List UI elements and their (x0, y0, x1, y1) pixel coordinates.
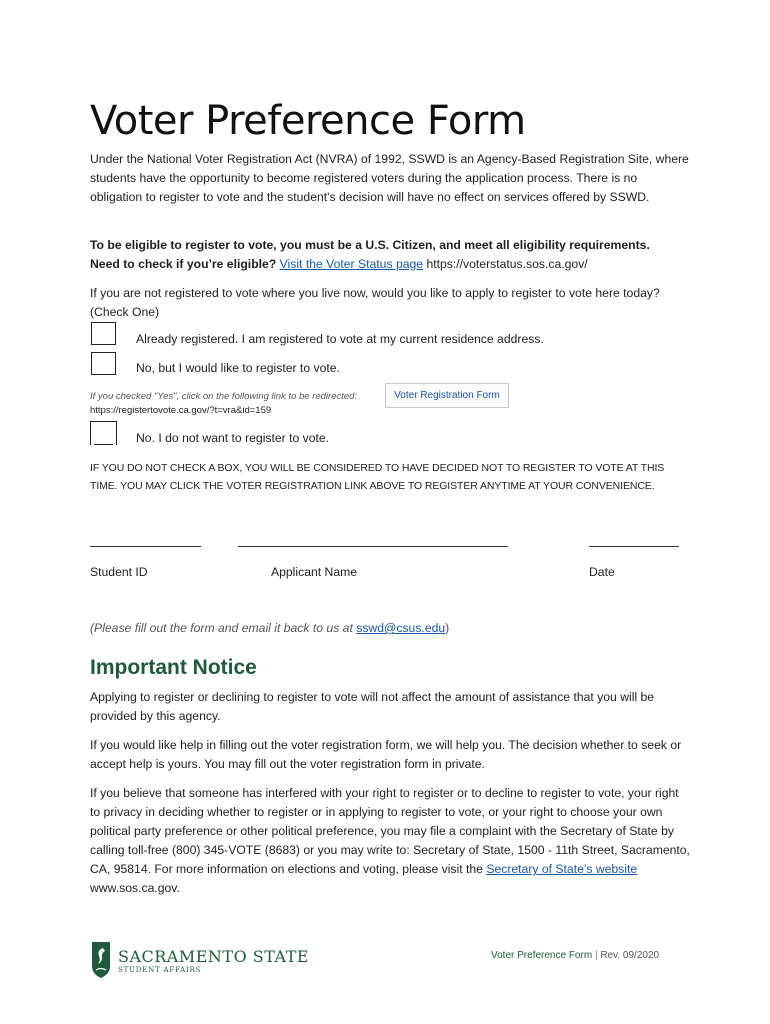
page-title: Voter Preference Form (90, 98, 526, 144)
option-decline-checkbox[interactable] (90, 421, 117, 445)
student-id-label: Student ID (90, 565, 148, 579)
registration-question: If you are not registered to vote where you live now, would you like to apply to register to vote here today? (Check One) (90, 286, 660, 319)
email-note-suffix: ) (445, 621, 450, 635)
option-decline-label: No. I do not want to register to vote. (136, 431, 330, 445)
no-check-notice: IF YOU DO NOT CHECK A BOX, YOU WILL BE CONSIDERED TO HAVE DECIDED NOT TO REGISTER TO VOTE AT THIS TIME. YOU MAY CLICK THE VOTER REGISTRATION LINK ABOVE TO REGISTER ANYTIME AT YOUR CONVENIENCE. (90, 462, 665, 492)
option-register-checkbox[interactable] (91, 352, 116, 375)
applicant-name-label: Applicant Name (271, 565, 358, 579)
student-id-line[interactable] (90, 546, 201, 547)
sos-url: www.sos.ca.gov. (90, 881, 180, 895)
eligibility-block (90, 236, 690, 274)
option-already-registered-checkbox[interactable] (91, 322, 116, 345)
voter-status-url: https://voterstatus.sos.ca.gov/ (426, 257, 588, 271)
notice-paragraph-1: Applying to register or declining to register to vote will not affect the amount of assistance that you will be provided by this agency. (90, 690, 655, 723)
notice-paragraph-3-text: If you believe that someone has interfered with your right to register or to decline to register to vote, your right to privacy in deciding whether to register or in applying to register to vote, or your right to choose your own political party preference or other political preference, you may file a complaint with the Secretary of State by calling toll-free (800) 345-VOTE (8683) or you may write to: Secretary of State, 1500 - 11th Street, Sacramento, CA, 95814. For more information on elections and voting, please visit the (90, 786, 690, 876)
intro-paragraph: Under the National Voter Registration Act (NVRA) of 1992, SSWD is an Agency-Based Registration Site, where students have the opportunity to become registered voters during the application process. There is no obligation to register to vote and the student's decision will have no effect on services offered by SSWD. (90, 152, 689, 204)
redirect-note: If you checked "Yes", click on the following link to be redirected: (90, 391, 358, 402)
notice-paragraph-2: If you would like help in filling out the voter registration form, we will help you. The decision whether to seek or accept help is yours. You may fill out the voter registration form in private. (90, 738, 682, 771)
registration-url: https://registertovote.ca.gov/?t=vra&id=159 (90, 405, 272, 416)
hornet-shield-logo-icon (90, 940, 112, 980)
logo-subtitle: STUDENT AFFAIRS (118, 966, 202, 974)
notice-paragraph-3 (90, 784, 690, 898)
eligibility-line-1: To be eligible to register to vote, you must be a U.S. Citizen, and meet all eligibility requirements. (90, 238, 650, 252)
important-notice-heading: Important Notice (90, 656, 257, 679)
option-already-registered-label: Already registered. I am registered to vote at my current residence address. (136, 332, 544, 346)
eligibility-question: Need to check if you’re eligible? (90, 257, 277, 271)
footer-revision: Rev. 09/2020 (600, 950, 660, 961)
email-note-prefix: (Please fill out the form and email it back to us at (90, 621, 357, 635)
footer-doc-name: Voter Preference Form (491, 950, 593, 961)
eligibility-line-2 (90, 255, 690, 274)
email-note (90, 621, 449, 635)
option-register-label: No, but I would like to register to vote. (136, 361, 340, 375)
secretary-of-state-link[interactable]: Secretary of State’s website (486, 862, 638, 876)
voter-registration-form-button[interactable]: Voter Registration Form (385, 383, 509, 408)
applicant-name-line[interactable] (238, 546, 508, 547)
footer-separator: | (594, 950, 598, 961)
footer-doc-info (491, 950, 659, 961)
date-line[interactable] (589, 546, 679, 547)
email-link[interactable]: sswd@csus.edu (356, 621, 446, 635)
date-label: Date (589, 565, 615, 579)
voter-status-link[interactable]: Visit the Voter Status page (279, 257, 424, 271)
logo-name: SACRAMENTO STATE (118, 947, 310, 966)
